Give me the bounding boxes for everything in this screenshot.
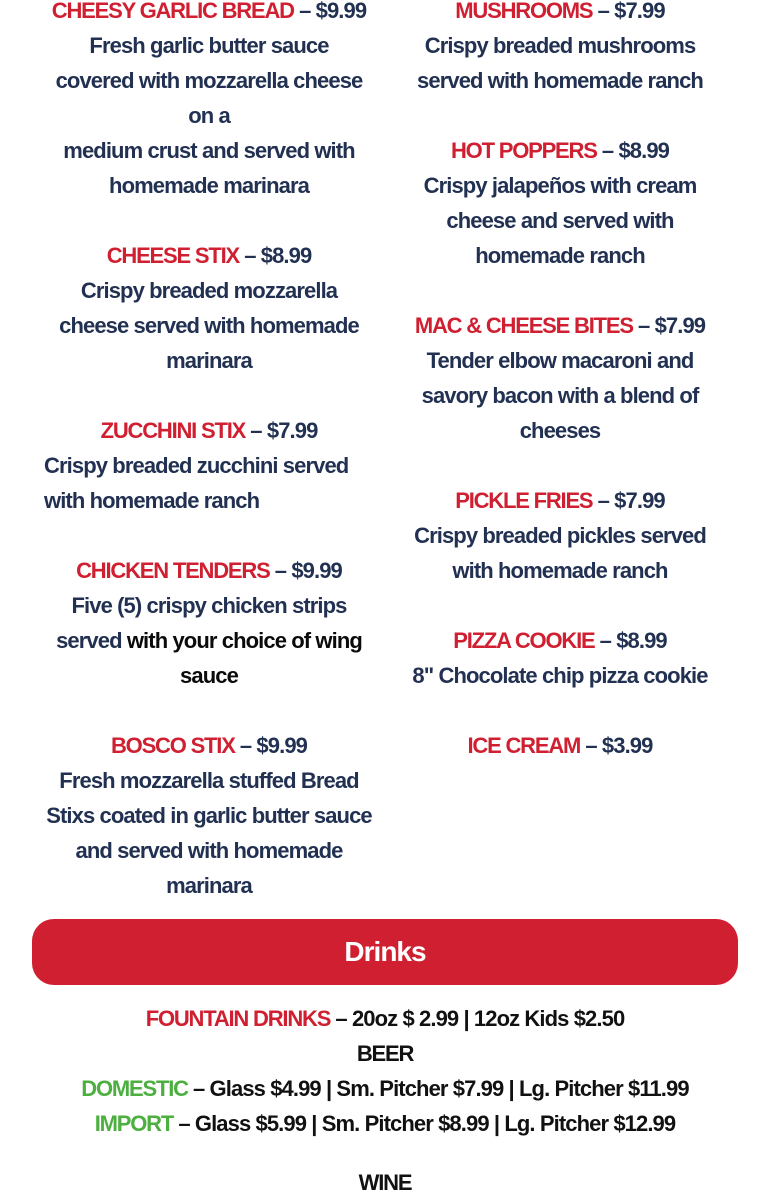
drink-import xyxy=(0,1106,770,1141)
drink-price: – Glass $5.99 | Sm. Pitcher $8.99 | Lg. Pitcher $12.99 xyxy=(173,1111,676,1136)
item-header xyxy=(400,0,720,28)
item-name: CHEESE STIX xyxy=(106,243,239,268)
item-header xyxy=(400,308,720,343)
item-name: PICKLE FRIES xyxy=(455,488,593,513)
item-price: – $8.99 xyxy=(596,138,670,163)
item-name: MUSHROOMS xyxy=(455,0,593,23)
item-price: – $7.99 xyxy=(245,418,318,443)
item-description: Crispy breaded zucchini served xyxy=(44,453,349,478)
item-price: – $9.99 xyxy=(293,0,367,23)
menu-item-pizza-cookie xyxy=(400,623,720,693)
item-description: homemade marinara xyxy=(109,173,309,198)
item-price: – $8.99 xyxy=(238,243,312,268)
item-description: 8" Chocolate chip pizza cookie xyxy=(412,663,708,688)
item-description: medium crust and served with xyxy=(63,138,355,163)
menu-item-mushrooms xyxy=(400,0,720,98)
item-header xyxy=(44,553,374,588)
item-description: sauce xyxy=(180,663,238,688)
item-header xyxy=(44,0,374,28)
item-header xyxy=(400,623,720,658)
drinks-section-banner xyxy=(32,919,738,985)
item-description: cheeses xyxy=(519,418,601,443)
item-header xyxy=(44,728,374,763)
drink-name: DOMESTIC xyxy=(81,1076,188,1101)
item-description: cheese served with homemade xyxy=(59,313,359,338)
item-header xyxy=(400,483,720,518)
item-description: marinara xyxy=(166,873,252,898)
item-description: cheese and served with xyxy=(446,208,674,233)
item-description: Crispy jalapeños with cream xyxy=(423,173,697,198)
item-description: homemade ranch xyxy=(475,243,645,268)
item-price: – $8.99 xyxy=(594,628,667,653)
item-header xyxy=(400,728,720,763)
item-description: with homemade ranch xyxy=(44,488,260,513)
item-name: BOSCO STIX xyxy=(110,733,235,758)
menu-item-chicken-tenders xyxy=(44,553,374,693)
menu-item-ice-cream xyxy=(400,728,720,763)
left-menu-column xyxy=(44,0,374,903)
drink-fountain xyxy=(0,1001,770,1036)
drinks-banner-title: Drinks xyxy=(344,936,426,967)
item-name: ICE CREAM xyxy=(467,733,581,758)
menu-item-bosco-stix xyxy=(44,728,374,903)
item-name: HOT POPPERS xyxy=(450,138,597,163)
item-name: MAC & CHEESE BITES xyxy=(414,313,633,338)
item-description: Crispy breaded mushrooms xyxy=(424,33,696,58)
item-description: Tender elbow macaroni and xyxy=(426,348,694,373)
drinks-list xyxy=(0,1001,770,1200)
item-description: Fresh mozzarella stuffed Bread xyxy=(59,768,359,793)
item-header xyxy=(44,238,374,273)
beer-heading: BEER xyxy=(356,1041,414,1066)
menu-item-cheesy-garlic-bread xyxy=(44,0,374,203)
item-price: – $9.99 xyxy=(234,733,307,758)
item-price: – $9.99 xyxy=(269,558,342,583)
item-description: and served with homemade xyxy=(75,838,343,863)
item-description: with homemade ranch xyxy=(452,558,668,583)
item-description: savory bacon with a blend of xyxy=(421,383,699,408)
item-name: PIZZA COOKIE xyxy=(453,628,595,653)
item-description xyxy=(44,623,374,658)
menu-item-cheese-stix xyxy=(44,238,374,378)
menu-item-zucchini-stix xyxy=(44,413,374,518)
item-description-part: with your choice of wing xyxy=(126,628,362,653)
item-price: – $3.99 xyxy=(580,733,653,758)
drink-price: – 20oz $ 2.99 | 12oz Kids $2.50 xyxy=(330,1006,625,1031)
item-description: served with homemade ranch xyxy=(417,68,703,93)
item-description: Crispy breaded pickles served xyxy=(414,523,706,548)
menu-item-mac-cheese-bites xyxy=(400,308,720,448)
item-description: Five (5) crispy chicken strips xyxy=(71,593,347,618)
item-header xyxy=(400,133,720,168)
item-header xyxy=(44,413,374,448)
menu-item-hot-poppers xyxy=(400,133,720,273)
item-description: Fresh garlic butter sauce xyxy=(89,33,329,58)
drink-domestic xyxy=(0,1071,770,1106)
item-name: CHEESY GARLIC BREAD xyxy=(51,0,294,23)
drink-name: IMPORT xyxy=(94,1111,174,1136)
item-name: ZUCCHINI STIX xyxy=(100,418,246,443)
item-price: – $7.99 xyxy=(592,0,665,23)
item-description: on a xyxy=(188,103,230,128)
item-price: – $7.99 xyxy=(592,488,665,513)
item-description: Stixs coated in garlic butter sauce xyxy=(46,803,372,828)
item-price: – $7.99 xyxy=(632,313,706,338)
item-description: covered with mozzarella cheese xyxy=(55,68,363,93)
menu-item-pickle-fries xyxy=(400,483,720,588)
item-description: Crispy breaded mozzarella xyxy=(80,278,338,303)
item-name: CHICKEN TENDERS xyxy=(76,558,270,583)
right-menu-column xyxy=(400,0,720,763)
item-description-part: served xyxy=(56,628,127,653)
drink-name: FOUNTAIN DRINKS xyxy=(145,1006,331,1031)
item-description: marinara xyxy=(166,348,252,373)
wine-heading: WINE xyxy=(358,1170,412,1195)
drink-price: – Glass $4.99 | Sm. Pitcher $7.99 | Lg. Pitcher $11.99 xyxy=(187,1076,689,1101)
